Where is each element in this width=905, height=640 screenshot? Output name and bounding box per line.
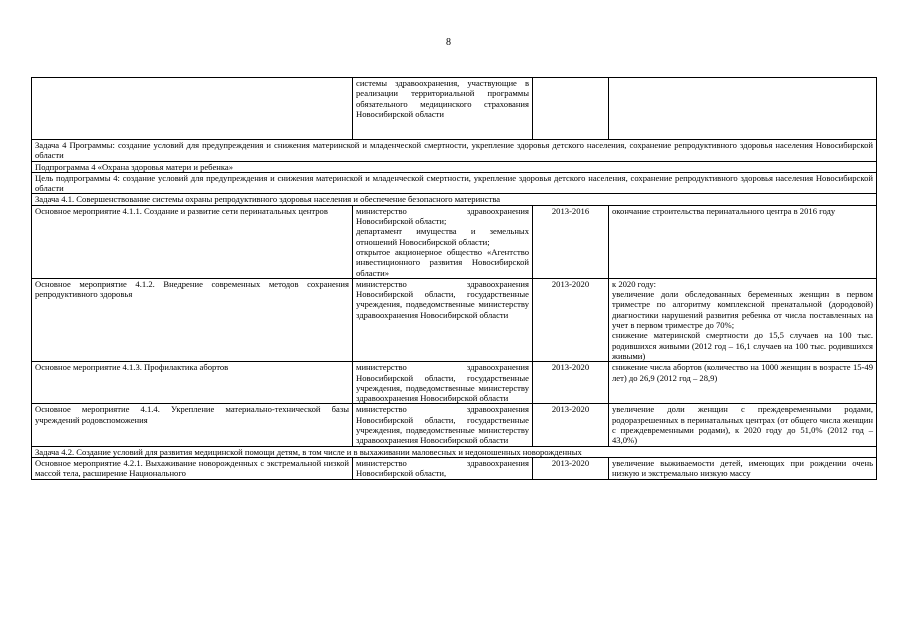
activity-cell: Основное мероприятие 4.2.1. Выхаживание новорожденных с экстремальной низкой массой тела, расширение Национального	[32, 457, 353, 479]
table-row	[32, 78, 877, 140]
result-line: увеличение доли женщин с преждевременными родами, родоразрешенных в перинатальных центрах (от общего числа женщин с преждевременными родами), к 2020 году до 51,0% (2012 год – 43,0%)	[612, 404, 873, 446]
subprogram-4-title: Подпрограмма 4 «Охрана здоровья матери и ребенка»	[32, 161, 877, 172]
result-line: снижение материнской смертности до 15,5 случаев на 100 тыс. родившихся живыми (2012 год – 16,1 случаев на 100 тыс. родившихся живыми)	[612, 330, 873, 361]
result-cell	[609, 205, 877, 278]
table-row	[32, 362, 877, 404]
responsible-line: министерство здравоохранения Новосибирской области, государственные учреждения, подведомственные министерству здравоохранения Новосибирской области	[356, 404, 529, 446]
result-line: увеличение доли обследованных беременных женщин в первом триместре по алгоритму комплексной пренатальной (дородовой) диагностики нарушений развития ребенка от числа поставленных на учет в первом триместре до 70%;	[612, 289, 873, 331]
table-row	[32, 205, 877, 278]
responsible-cell	[353, 205, 533, 278]
task-row	[32, 446, 877, 457]
responsible-cell: системы здравоохранения, участвующие в реализации территориальной программы обязательного медицинского страхования Новосибирской области	[353, 78, 533, 140]
responsible-cell	[353, 362, 533, 404]
responsible-line: министерство здравоохранения Новосибирской области, государственные учреждения, подведомственные министерству здравоохранения Новосибирской области	[356, 278, 529, 320]
table-row	[32, 404, 877, 446]
responsible-line: открытое акционерное общество «Агентство инвестиционного развития Новосибирской области»	[356, 246, 529, 278]
period-cell: 2013-2020	[533, 457, 609, 479]
activity-cell: Основное мероприятие 4.1.2. Внедрение современных методов сохранения репродуктивного здоровья	[32, 278, 353, 361]
program-table	[31, 77, 877, 480]
task-4-1-text: Задача 4.1. Совершенствование системы охраны репродуктивного здоровья населения и обеспечение безопасного материнства	[32, 194, 877, 205]
task-4-2-text: Задача 4.2. Создание условий для развития медицинской помощи детям, в том числе и в выхаживании маловесных и недоношенных новорожденных	[32, 446, 877, 457]
responsible-line: департамент имущества и земельных отношений Новосибирской области;	[356, 226, 529, 247]
goal-row	[32, 172, 877, 194]
task-row	[32, 194, 877, 205]
activity-cell: Основное мероприятие 4.1.4. Укрепление материально-технической базы учреждений родовспоможения	[32, 404, 353, 446]
task-4-text: Задача 4 Программы: создание условий для предупреждения и снижения материнской и младенческой смертности, укрепление здоровья детского населения, сохранение репродуктивного здоровья населения Новосибирской области	[32, 140, 877, 162]
result-line: снижение числа абортов (количество на 1000 женщин в возрасте 15-49 лет) до 26,9 (2012 год – 28,9)	[612, 362, 873, 383]
subprogram-row	[32, 161, 877, 172]
goal-4-text: Цель подпрограммы 4: создание условий для предупреждения и снижения материнской и младенческой смертности, укрепление здоровья детского населения, сохранение репродуктивного здоровья населения Новосибирской области	[32, 172, 877, 194]
responsible-line: министерство здравоохранения Новосибирской области;	[356, 205, 529, 227]
responsible-cell: министерство здравоохранения Новосибирской области,	[353, 457, 533, 479]
table-row	[32, 457, 877, 479]
period-cell: 2013-2016	[533, 205, 609, 278]
task-row	[32, 140, 877, 162]
period-cell: 2013-2020	[533, 404, 609, 446]
period-cell: 2013-2020	[533, 278, 609, 361]
result-line: окончание строительства перинатального центра в 2016 году	[612, 205, 836, 216]
result-cell	[609, 278, 877, 361]
result-cell	[609, 362, 877, 404]
result-cell: увеличение выживаемости детей, имеющих при рождении очень низкую и экстремально низкую массу	[609, 457, 877, 479]
result-line: к 2020 году:	[612, 278, 656, 289]
responsible-line: министерство здравоохранения Новосибирской области, государственные учреждения, подведомственные министерству здравоохранения Новосибирской области	[356, 362, 529, 404]
responsible-cell	[353, 278, 533, 361]
result-cell	[609, 404, 877, 446]
table-row	[32, 278, 877, 361]
activity-cell: Основное мероприятие 4.1.3. Профилактика абортов	[32, 362, 353, 404]
period-cell: 2013-2020	[533, 362, 609, 404]
activity-cell: Основное мероприятие 4.1.1. Создание и развитие сети перинатальных центров	[32, 205, 353, 278]
page-number: 8	[446, 37, 451, 48]
responsible-cell	[353, 404, 533, 446]
